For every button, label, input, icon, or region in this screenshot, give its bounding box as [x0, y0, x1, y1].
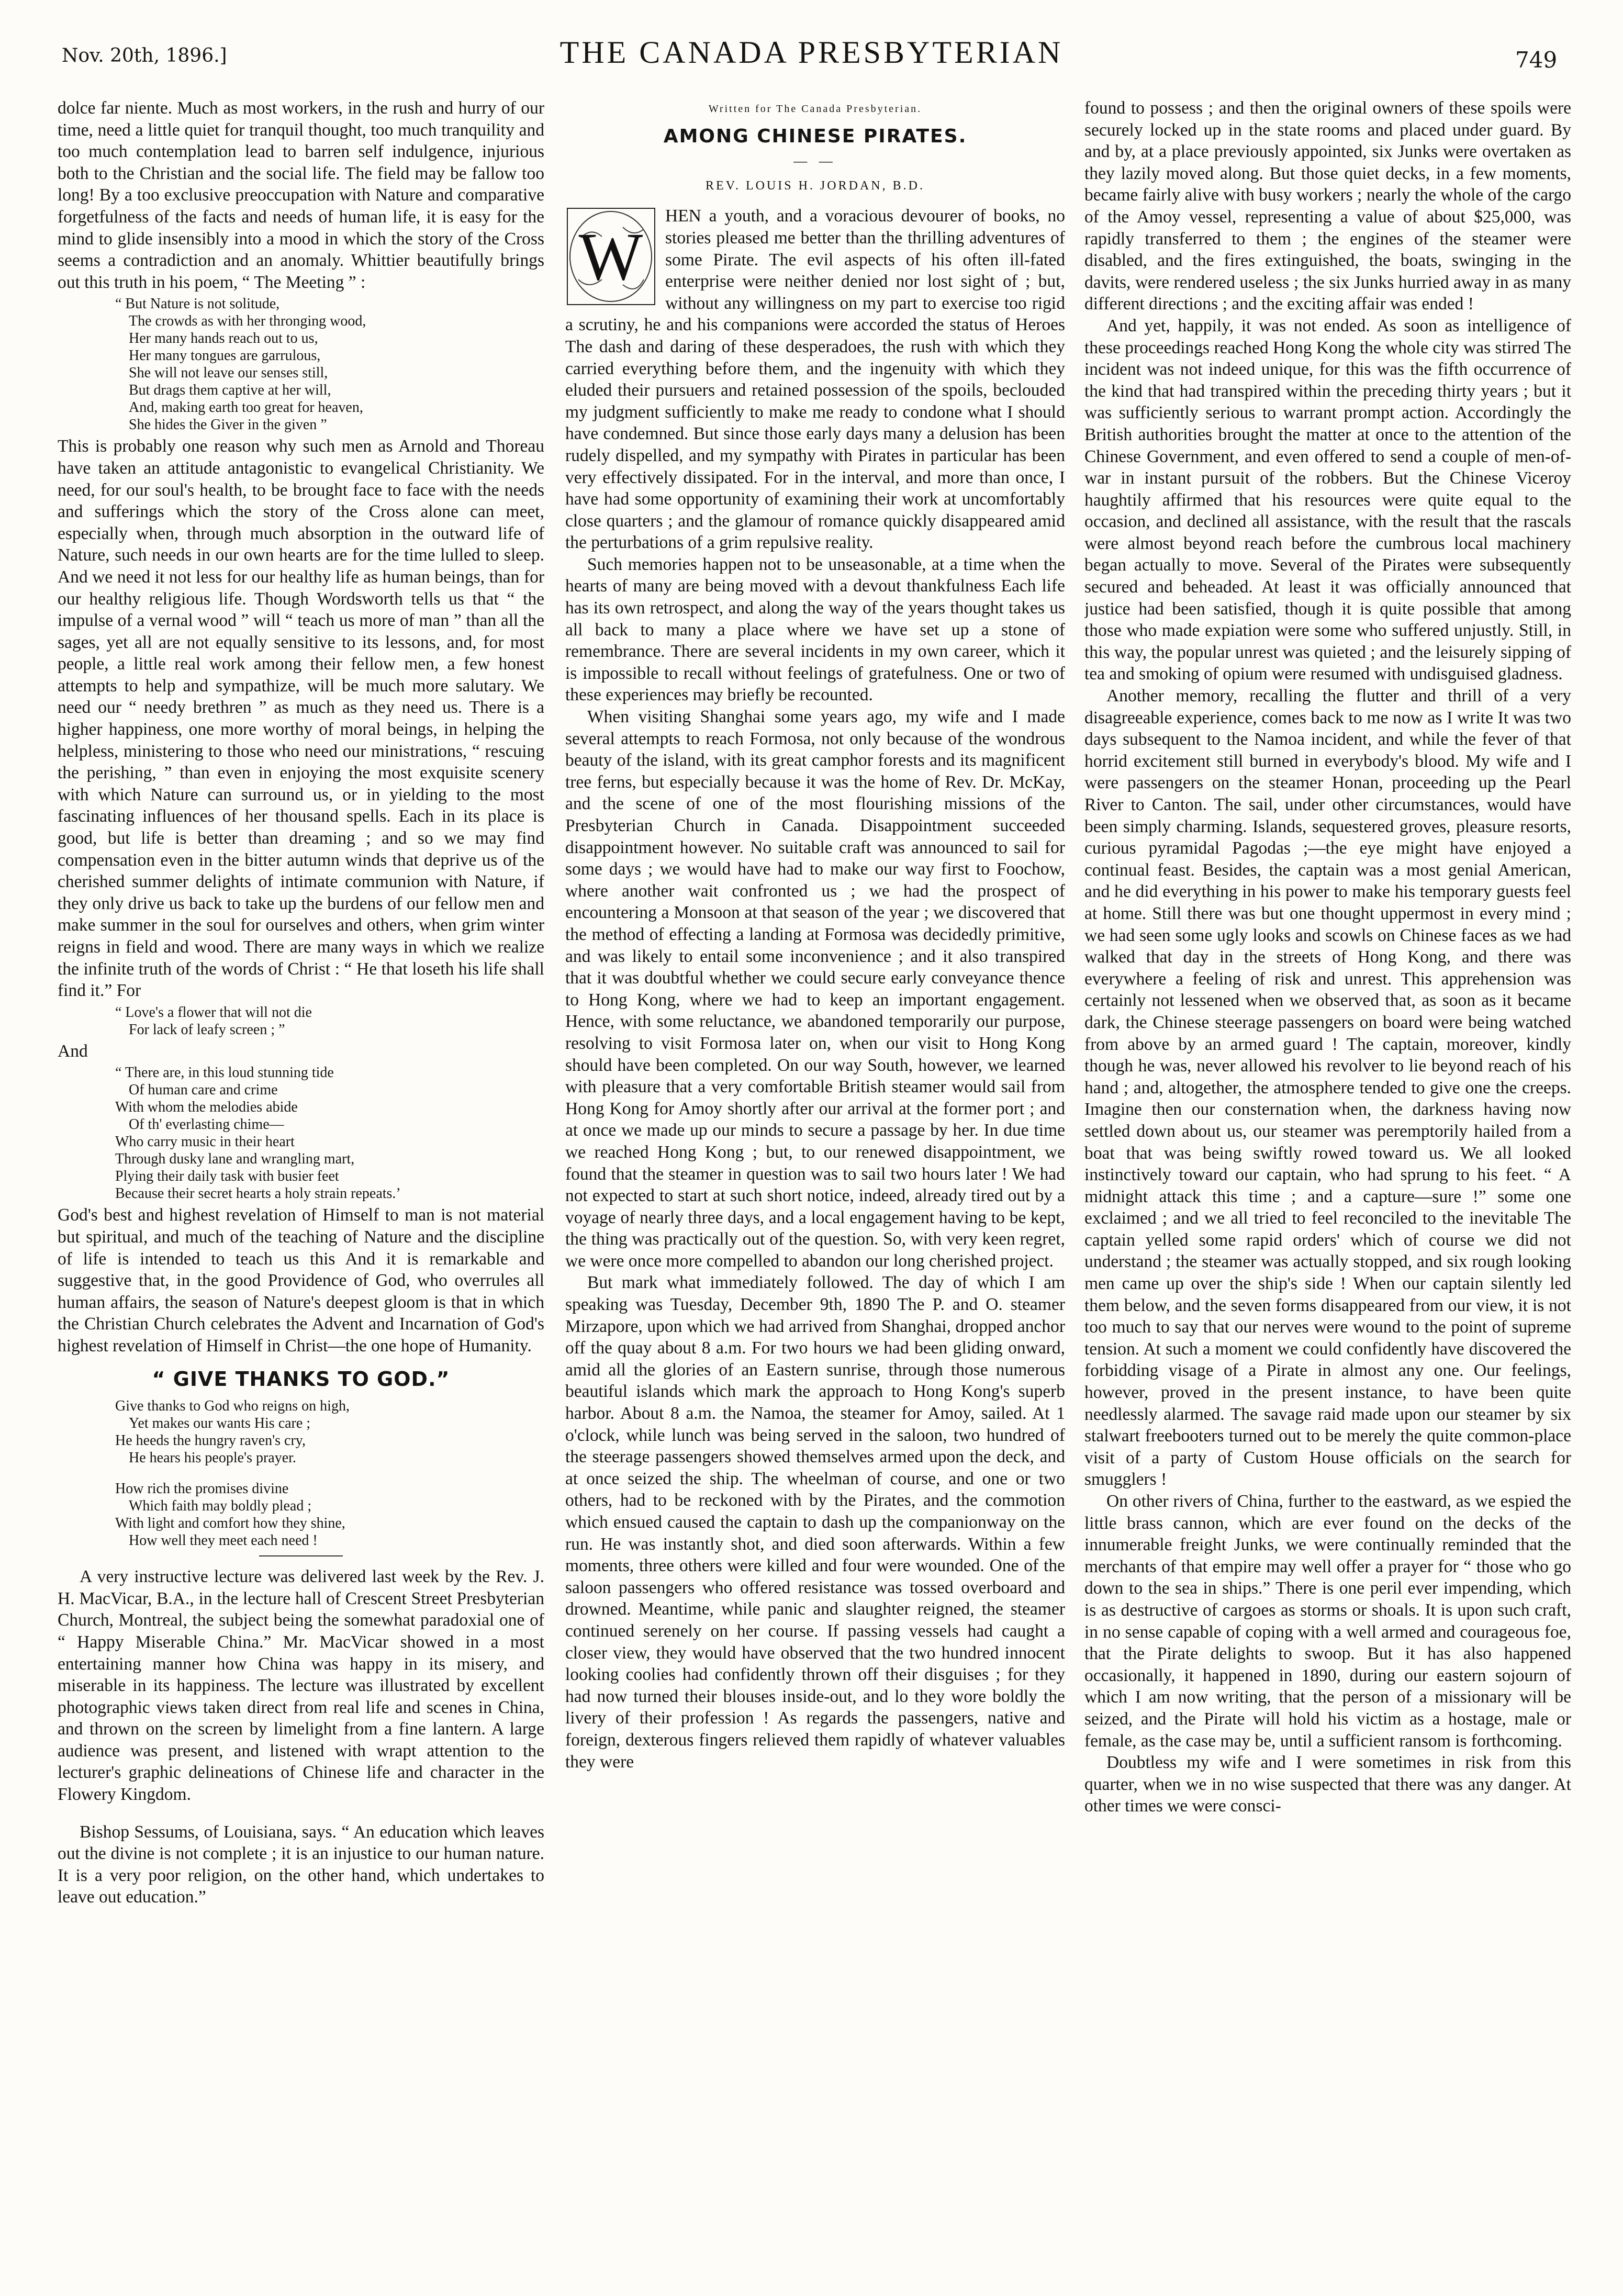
paragraph: When visiting Shanghai some years ago, my wife and I made several attempts to reach Formosa, not only because of the wondrous beauty of the island, with its great camphor forests and its magnificent tree ferns, but especially because it was the home of Rev. Dr. McKay, and the scene of one of the most flourishing missions of the Presbyterian Church in Canada. Disappointment succeeded disappointment however. No suitable craft was announced to sail for some days ; we would have had to make our way first to Foochow, where another wait confronted us ; we had the prospect of encountering a Monsoon at that season of the year ; we discovered that the method of effecting a landing at Formosa was decidedly primitive, and was likely to entail some inconvenience ; and it also transpired that it was doubtful whether we could secure early conveyance thence to Hong Kong, where we had to keep an important engagement. Hence, with some reluctance, we abandoned temporarily our purpose, resolving to visit Formosa later on, when our visit to Hong Kong should have been completed. On our way South, however, we learned with pleasure that a very comfortable British steamer would sail from Hong Kong for Amoy shortly after our arrival at the former port ; and at once we made up our minds to secure a passage by her. In due time we reached Hong Kong ; but, to our renewed disappointment, we found that the steamer in question was to sail two hours later ! We had not expected to start at such short notice, indeed, already tired out by a voyage of nearly three days, and a local engagement having to be kept, the thing was practically out of the question. So, with very keen regret, we were once more compelled to abandon our long cherished project. — [565, 707, 1065, 1271]
poem-line: The crowds as with her thronging wood, — [129, 313, 366, 330]
poem-line: For lack of leafy screen ; ” — [129, 1021, 285, 1038]
poem-line: But drags them captive at her will, — [129, 382, 331, 399]
poem-line: Her many tongues are garrulous, — [129, 348, 321, 364]
paragraph: This is probably one reason why such men as Arnold and Thoreau have taken an attitude antagonistic to evangelical Christianity. We need, for our soul's health, to be brought face to face with the needs and sufferings which the story of the Cross alone can meet, especially when, through much absorption in the outward life of Nature, such needs in our own hearts are for the time lulled to sleep. And we need it not less for our healthy life as human beings, than for our healthy religious life. Though Wordsworth tells us that “ the impulse of a vernal wood ” will “ teach us more of man ” than all the sages, yet all are not equally sensitive to its lessons, and, for most people, a little real work among their fellow men, a few honest attempts to help and sympathize, will be much more salutary. We need our “ needy brethren ” as much as they need us. There is a higher happiness, one more worthy of moral beings, in helping the helpless, ministering to those who need our ministrations, “ rescuing the perishing, ” than even in enjoying the most exquisite scenery with which Nature can surround us, or in yielding to the most fascinating influences of her thousand spells. Each in its place is good, but life is better than dreaming ; and so we may find compensation even in the bitter autumn winds that deprive us of the cherished summer delights of intimate communion with Nature, if they only drive us back to take up the burdens of our fellow men and make summer in the soul for ourselves and others, when grim winter reigns in field and wood. There are many ways in which we realize the infinite truth of the words of Christ : “ He that loseth his life shall find it.” For — [58, 436, 544, 1001]
paragraph: Bishop Sessums, of Louisiana, says. “ An education which leaves out the divine is not complete ; it is an injustice to our human nature. It is a very poor religion, on the other hand, which undertakes to leave out education.” — [58, 1822, 544, 1907]
hymn-line: He heeds the hungry raven's cry, — [115, 1432, 306, 1449]
poem-line: “ Love's a flower that will not die — [115, 1004, 312, 1021]
paragraph: found to possess ; and then the original owners of these spoils were securely locked up in the state rooms and placed under guard. By and by, at a place previously appointed, six Junks were overtaken as they lazily moved along. But those quiet decks, in a few moments, became fairly alive with busy workers ; nearly the whole of the cargo of the Amoy vessel, representing a value of about $25,000, was rapidly transferred to them ; the engines of the steamer were disabled, and the fires extinguished, the boats, swinging in the davits, were rendered useless ; the six Junks hurried away in as many different directions ; and the exciting affair was ended ! — [1084, 98, 1571, 314]
paragraph: But mark what immediately followed. The day of which I am speaking was Tuesday, December 9th, 1890 The P. and O. steamer Mirzapore, upon which we had arrived from Shanghai, dropped anchor off the quay about 8 a.m. For two hours we had been gliding onward, amid all the glories of an Eastern sunrise, through those numerous beautiful islands which mark the approach to Hong Kong's superb harbor. About 8 a.m. the Namoa, the steamer for Amoy, sailed. At 1 o'clock, while lunch was being served in the saloon, two hundred of the steerage passengers showed themselves armed upon the deck, and at once seized the ship. The wheelman of course, and one or two others, had to be reckoned with by the Pirates, and the commotion which ensued caused the captain to dash up the companionway on the run. He was instantly shot, and died soon afterwards. Within a few moments, three others were killed and four were wounded. One of the saloon passengers who offered resistance was tossed overboard and drowned. Meantime, while panic and slaughter reigned, the steamer continued serenely on her course. If passing vessels had caught a closer view, they would have observed that the two hundred innocent looking coolies had confidently thrown off their disguises ; for they had now turned their blouses inside-out, and lo they wore boldly the livery of their profession ! As regards the passengers, native and foreign, dexterous fingers relieved them rapidly of whatever valuables they were — [565, 1273, 1065, 1772]
hymn-line: With light and comfort how they shine, — [115, 1515, 345, 1532]
hymn-line: He hears his people's prayer. — [129, 1450, 296, 1466]
poem-line: Plying their daily task with busier feet — [115, 1168, 339, 1185]
paragraph: HEN a youth, and a voracious devourer of books, no stories pleased me better than the thrilling adventures of some Pirate. The evil aspects of his often ill-fated enterprise were neither denied nor lost sight of ; but, without any willingness on my part to exercise too rigid a scrutiny, he and his companions were accorded the status of Heroes The dash and daring of these desperadoes, the rush with which they carried everything before them, and the ingenuity with which they eluded their pursuers and retained possession of the spoils, beclouded my judgment sufficiently to make me ready to condone what I should have condemned. But since those early days many a delusion has been rudely dispelled, and my sympathy with Pirates in particular has been very effectively dissipated. For in the interval, and more than once, I have had some opportunity of examining their work at uncomfortably close quarters ; and the glamour of romance quickly disappeared amid the perturbations of a grim repulsive reality. — [565, 206, 1065, 553]
paragraph: dolce far niente. Much as most workers, in the rush and hurry of our time, need a little quiet for tranquil thought, too much tranquility and too much contemplation lead to barren self indulgence, injurious both to the Christian and the social life. The field may be fallow too long! By a too exclusive preoccupation with Nature and comparative forgetfulness of the facts and needs of human life, it is easy for the mind to glide insensibly into a mood in which the story of the Cross seems a contradiction and an anomaly. Whittier beautifully brings out this truth in his poem, “ The Meeting ” : — [58, 98, 544, 292]
page-number: 749 — [1515, 47, 1558, 73]
poem-line: Through dusky lane and wrangling mart, — [115, 1151, 355, 1168]
paragraph: God's best and highest revelation of Himself to man is not material but spiritual, and much of the teaching of Nature and the discipline of life is intended to teach us this And it is remarkable and suggestive that, in the good Providence of God, who overrules all human affairs, the season of Nature's deepest gloom is that in which the Christian Church celebrates the Advent and Incarnation of God's highest revelation of Himself in Christ—the one hope of Humanity. — [58, 1205, 544, 1356]
poem-line: She will not leave our senses still, — [129, 365, 328, 382]
poem-line: Of human care and crime — [129, 1082, 278, 1099]
paragraph: Another memory, recalling the flutter and thrill of a very disagreeable experience, comes back to me now as I write It was two days subsequent to the Namoa incident, and while the fever of that horrid excitement still burned in everybody's blood. My wife and I were passengers on the steamer Honan, proceeding up the Pearl River to Canton. The sail, under other circumstances, would have been simply charming. Islands, sequestered groves, pleasure resorts, curious pyramidal Pagodas ;—the eye might have enjoyed a continual feast. Besides, the captain was a most genial American, and he did everything in his power to make his temporary guests feel at home. Still there was but one thought uppermost in every mind ; we had seen some ugly looks and scowls on Chinese faces as we had walked that day in the streets of Hong Kong, and there was everywhere a feeling of risk and unrest. This apprehension was certainly not lessened when we observed that, as soon as it became dark, the Chinese steerage passengers on board were being watched from above by an armed guard ! The captain, moreover, kindly though he was, never allowed his revolver to lie beyond reach of his hand ; and, altogether, the atmosphere tended to give one the creeps. Imagine then our consternation when, the darkness having now settled down about us, our steamer was peremptorily hailed from a boat that was being swiftly rowed toward us. We all looked instinctively toward our captain, who had sprung to his feet. “ A midnight attack this time ; and a capture—sure !” some one exclaimed ; and we all tried to feel reconciled to the inevitable The captain yelled some rapid orders' which of course we did not understand ; the steamer was actually stopped, and six rough looking men came up over the ship's side ! When our captain silently led them below, and the seven forms disappeared from our view, it is not too much to say that our nerves were wound to the point of supreme tension. At such a moment we could confidently have discovered the forbidding visage of a Pirate in almost any one. Our feelings, however, proved in the present instance, to have been quite needlessly alarmed. The savage raid made upon our steamer by six stalwart freebooters turned out to be merely the quite common-place visit of a party of Custom House officials on the search for smugglers ! — [1084, 686, 1571, 1489]
drop-cap-letter: W — [578, 219, 643, 295]
poem-tide — [115, 1064, 544, 1202]
hymn-line: How rich the promises divine — [115, 1481, 289, 1497]
drop-cap-ornament — [565, 206, 657, 307]
divider — [259, 1555, 343, 1556]
spacer — [58, 1806, 544, 1821]
paragraph: A very instructive lecture was delivered last week by the Rev. J. H. MacVicar, B.A., in the lecture hall of Crescent Street Presbyterian Church, Montreal, the subject being the somewhat paradoxial one of “ Happy Miserable China.” Mr. MacVicar showed in a most entertaining manner how China was happy in its misery, and miserable in its happiness. The lecture was illustrated by excellent photographic views taken direct from real life and scenes in China, and thrown on the screen by limelight from a fine lantern. A large audience was present, and listened with wrapt attention to the lecturer's graphic delineations of Chinese life and character in the Flowery Kingdom. — [58, 1567, 544, 1805]
paragraph: On other rivers of China, further to the eastward, as we espied the little brass cannon, which are ever found on the decks of the innumerable freight Junks, we were continually reminded that the merchants of that empire may well offer a prayer for “ those who go down to the sea in ships.” There is one peril ever impending, which is as destructive of cargoes as storms or shoals. It is upon such craft, in no sense capable of coping with a well armed and courageous foe, that the Pirate delights to swoop. But it has also happened occasionally, it happened in 1890, during our eastern sojourn of which I am now writing, that the person of a missionary will be seized, and the Pirate will hold his victim as a hostage, male or female, as the case may be, until a sufficient ransom is forthcoming. — [1084, 1492, 1571, 1751]
hymn-line: Which faith may boldly plead ; — [129, 1498, 312, 1515]
hymn-line: How well they meet each need ! — [129, 1532, 318, 1549]
hymn-line: Yet makes our wants His care ; — [129, 1415, 311, 1432]
poem-line: Because their secret hearts a holy strain repeats.’ — [115, 1185, 401, 1202]
poem-line: “ But Nature is not solitude, — [115, 296, 280, 312]
poem-line: Her many hands reach out to us, — [129, 330, 318, 347]
poem-line: She hides the Giver in the given ” — [129, 417, 327, 433]
hymn-line: Give thanks to God who reigns on high, — [115, 1398, 350, 1415]
column-right — [1084, 97, 1571, 2275]
written-for-note: Written for The Canada Presbyterian. — [708, 103, 922, 115]
article-author: REV. LOUIS H. JORDAN, B.D. — [706, 178, 925, 193]
column-middle — [565, 97, 1065, 2275]
hymn-title: “ GIVE THANKS TO GOD.” — [152, 1367, 450, 1391]
poem-line: Who carry music in their heart — [115, 1134, 295, 1150]
poem-line: With whom the melodies abide — [115, 1099, 298, 1116]
paragraph: Doubtless my wife and I were sometimes in risk from this quarter, when we in no wise suspected that there was any danger. At other times we were consci- — [1084, 1753, 1571, 1816]
masthead-title: THE CANADA PRESBYTERIAN — [559, 35, 1064, 70]
hymn — [115, 1397, 544, 1549]
paragraph: And yet, happily, it was not ended. As soon as intelligence of these proceedings reached Hong Kong the whole city was stirred The incident was not indeed unique, for this was the fifth occurrence of the kind that had transpired within the preceding thirty years ; but it was sufficiently serious to warrant prompt action. Accordingly the British authorities brought the matter at once to the attention of the Chinese Government, and even offered to send a couple of men-of-war in instant pursuit of the robbers. But the Chinese Viceroy haughtily affirmed that his resources were quite equal to the occasion, and declined all assistance, with the result that the rascals were almost beyond reach before the cumbrous local machinery began actually to move. Several of the Pirates were subsequently secured and beheaded. At least it was officially announced that justice had been satisfied, though it is quite possible that among those who made expiation were some who suffered unjustly. Still, in this way, the popular unrest was quieted ; and the leisurely sipping of tea and smoking of opium were resumed with undisguised gladness. — [1084, 316, 1571, 684]
article-title: AMONG CHINESE PIRATES. — [663, 125, 967, 147]
poem-line: Of th' everlasting chime— — [129, 1116, 284, 1133]
issue-date: Nov. 20th, 1896.] — [62, 45, 227, 66]
poem-line: “ There are, in this loud stunning tide — [115, 1065, 334, 1081]
and-word: And — [58, 1041, 88, 1061]
drop-cap — [565, 206, 657, 307]
poem-line: And, making earth too great for heaven, — [129, 399, 363, 416]
poem-love — [115, 1004, 544, 1038]
poem-meeting — [115, 295, 544, 433]
paragraph: Such memories happen not to be unseasonable, at a time when the hearts of many are being moved with a devout thankfulness Each life has its own retrospect, and along the way of the years thought takes us all back to many a place where we have set up a stone of remembrance. There are several incidents in my own career, which it is impossible to recall without feelings of gratefulness. One or two of these experiences may briefly be recounted. — [565, 554, 1065, 705]
hymn-stanza-gap — [115, 1466, 544, 1480]
column-left — [58, 97, 544, 2275]
title-dash: — — — [793, 153, 837, 169]
